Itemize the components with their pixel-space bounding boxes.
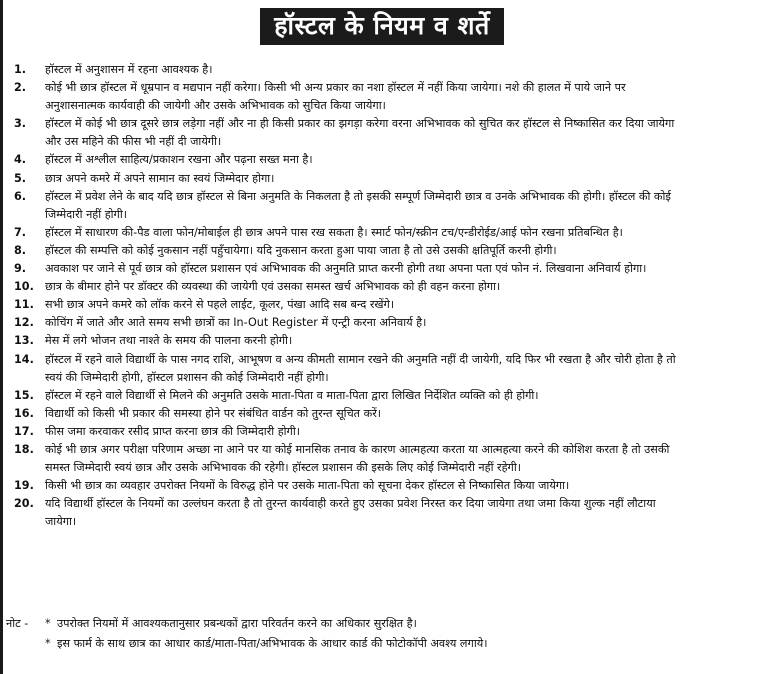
rule-text [45,79,764,115]
rule-text-line: छात्र के बीमार होने पर डॉक्टर की व्यवस्था की जायेगी एवं उसका समस्त खर्च अभिभावक को ही वहन करना होगा। [45,280,501,294]
rule-text [45,170,764,188]
rule-text-line: जायेगा। [45,515,77,529]
rule-item [0,495,764,531]
rules-list [0,61,764,531]
rule-text-line: हॉस्टल में प्रवेश लेने के बाद यदि छात्र हॉस्टल से बिना अनुमति के निकलता है तो इसकी सम्पूर्ण जिम्मेदारी छात्र व उनके अभिभावक की होगी। हॉस्टल की कोई [45,189,671,203]
rule-text [45,405,764,423]
rule-number: 19. [14,479,34,493]
rule-number: 7. [14,225,27,239]
rule-text-line: छात्र अपने कमरे में अपने सामान का स्वयं जिम्मेदार होगा। [45,171,275,185]
rule-text-line: सभी छात्र अपने कमरे को लॉक करने से पहले लाईट, कूलर, पंखा आदि सब बन्द रखेंगे। [45,298,395,312]
rule-number: 3. [14,117,27,131]
note-label: नोट - [6,617,29,630]
rule-number: 11. [14,298,34,312]
note-row [0,634,764,654]
rule-text [45,495,764,531]
rule-text-line: अनुशासनात्मक कार्यवाही की जायेगी और उसके अभिभावक को सुचित किया जायेगा। [45,99,386,113]
rule-text [45,115,764,151]
rule-text [45,314,764,332]
rule-item [0,477,764,495]
rule-text-line: हॉस्टल में रहने वाले विद्यार्थी के पास नगद राशि, आभूषण व अन्य कीमती सामान रखने की अनुमति नहीं दी जायेगी, यदि फिर भी रखता है और चोरी होता है तो [45,352,676,366]
rule-number: 5. [14,171,27,185]
note-text: उपरोक्त नियमों में आवश्यकतानुसार प्रबन्धकों द्वारा परिवर्तन करने का अधिकार सुरक्षित है। [57,617,417,630]
rule-text-line: और उस महिने की फीस भी नहीं दी जायेगी। [45,135,222,149]
rule-item [0,242,764,260]
rule-number: 4. [14,153,27,167]
rule-number: 9. [14,262,27,276]
rule-number: 12. [14,316,34,330]
rule-text [45,296,764,314]
rule-text [45,351,764,387]
rule-text-line: जिम्मेदारी नहीं होगी। [45,207,127,221]
rule-item [0,188,764,224]
rule-item [0,170,764,188]
rule-number: 14. [14,352,34,366]
rule-text-line: मेस में लगे भोजन तथा नाश्ते के समय की पालना करनी होगी। [45,334,293,348]
note-bullet: * [45,637,51,650]
rule-text [45,332,764,350]
rule-item [0,224,764,242]
rule-item [0,61,764,79]
note-row [0,614,764,634]
rule-text [45,441,764,477]
rule-text [45,260,764,278]
rule-number: 10. [14,280,34,294]
note-label-spacer [0,634,45,654]
rule-text [45,188,764,224]
rule-text [45,151,764,169]
rule-item [0,79,764,115]
rule-item [0,115,764,151]
rule-item [0,260,764,278]
rule-number: 18. [14,442,34,456]
rule-text-line: अवकाश पर जाने से पूर्व छात्र को हॉस्टल प्रशासन एवं अभिभावक की अनुमति प्राप्त करनी होगी तथा अपना पता एवं फोन नं. लिखवाना अनिवार्य होगा। [45,262,647,276]
rule-item [0,405,764,423]
rule-number: 8. [14,243,27,257]
rule-number: 6. [14,189,27,203]
rule-text-line: विद्यार्थी को किसी भी प्रकार की समस्या होने पर संबंधित वार्डन को तुरन्त सूचित करें। [45,406,382,420]
rule-number: 1. [14,63,27,76]
rule-number: 15. [14,388,34,402]
rule-number: 13. [14,334,34,348]
note-text: इस फार्म के साथ छात्र का आधार कार्ड/माता-पिता/अभिभावक के आधार कार्ड की फोटोकॉपी अवश्य लगाये। [57,637,488,650]
rule-item [0,387,764,405]
rule-item [0,296,764,314]
rule-text [45,61,764,79]
rule-text [45,242,764,260]
note-bullet: * [45,617,51,630]
rule-text-line: यदि विद्यार्थी हॉस्टल के नियमों का उल्लंघन करता है तो तुरन्त कार्यवाही करते हुए उसका प्रवेश निरस्त कर दिया जायेगा तथा जमा किया शुल्क नहीं लौटाया [45,497,656,511]
page-title: हॉस्टल के नियम व शर्ते [260,8,504,45]
rule-number: 20. [14,497,34,511]
rule-number: 17. [14,424,34,438]
rule-number: 2. [14,81,27,95]
rule-item [0,441,764,477]
title-bar [0,8,764,45]
rule-text [45,477,764,495]
rule-item [0,278,764,296]
rule-text-line: हॉस्टल में रहने वाले विद्यार्थी से मिलने की अनुमति उसके माता-पिता व माता-पिता द्वारा लिखित निर्देशित व्यक्ति को ही होगी। [45,388,539,402]
rule-text [45,387,764,405]
rule-item [0,351,764,387]
rule-text-line: स्वयं की जिम्मेदारी होगी, हॉस्टल प्रशासन की कोई जिम्मेदारी नहीं होगी। [45,370,329,384]
rule-text [45,224,764,242]
rule-text-line: कोई भी छात्र अगर परीक्षा परिणाम अच्छा ना आने पर या कोई मानसिक तनाव के कारण आत्महत्या करता या आत्महत्या करने की कोशिश करता है तो उसकी [45,442,670,456]
rule-text-line: हॉस्टल में साधारण की-पैड वाला फोन/मोबाईल ही छात्र अपने पास रख सकता है। स्मार्ट फोन/स्क्रीन टच/एन्डीरोईड/आई फोन रखना प्रतिबन्धित है। [45,225,623,239]
rule-item [0,332,764,350]
rule-text-line: फीस जमा करवाकर रसीद प्राप्त करना छात्र की जिम्मेदारी होगी। [45,424,300,438]
rule-text [45,423,764,441]
rule-item [0,423,764,441]
rule-text-line: हॉस्टल की सम्पत्ति को कोई नुकसान नहीं पहुँचायेगा। यदि नुकसान करता हुआ पाया जाता है तो उसे उसकी क्षतिपूर्ति करनी होगी। [45,243,557,257]
rule-item [0,151,764,169]
rule-text-line: कोई भी छात्र हॉस्टल में धूम्रपान व मद्यपान नहीं करेगा। किसी भी अन्य प्रकार का नशा हॉस्टल में नहीं किया जायेगा। नशे की हालत में पाये जाने पर [45,81,626,95]
rule-text-line: कोचिंग में जाते और आते समय सभी छात्रों का In-Out Register में एन्ट्री करना अनिवार्य है। [45,316,427,330]
notes-section [0,614,764,654]
rule-text-line: हॉस्टल में कोई भी छात्र दूसरे छात्र लड़ेगा नहीं और ना ही किसी प्रकार का झगड़ा करेगा वरना अभिभावक को सुचित कर हॉस्टल से निष्कासित कर दिया जायेगा [45,117,675,131]
rule-number: 16. [14,406,34,420]
rule-text-line: किसी भी छात्र का व्यवहार उपरोक्त नियमों के विरुद्ध होने पर उसके माता-पिता को सूचना देकर हॉस्टल से निष्कासित किया जायेगा। [45,479,570,493]
rule-item [0,314,764,332]
rule-text-line: हॉस्टल में अनुशासन में रहना आवश्यक है। [45,63,213,76]
rule-text [45,278,764,296]
rule-text-line: समस्त जिम्मेदारी स्वयं छात्र और उसके अभिभावक की रहेगी। हॉस्टल प्रशासन की इसके लिए कोई जिम्मेदारी नहीं रहेगी। [45,461,521,475]
rule-text-line: हॉस्टल में अश्लील साहित्य/प्रकाशन रखना और पढ़ना सख्त मना है। [45,153,313,167]
